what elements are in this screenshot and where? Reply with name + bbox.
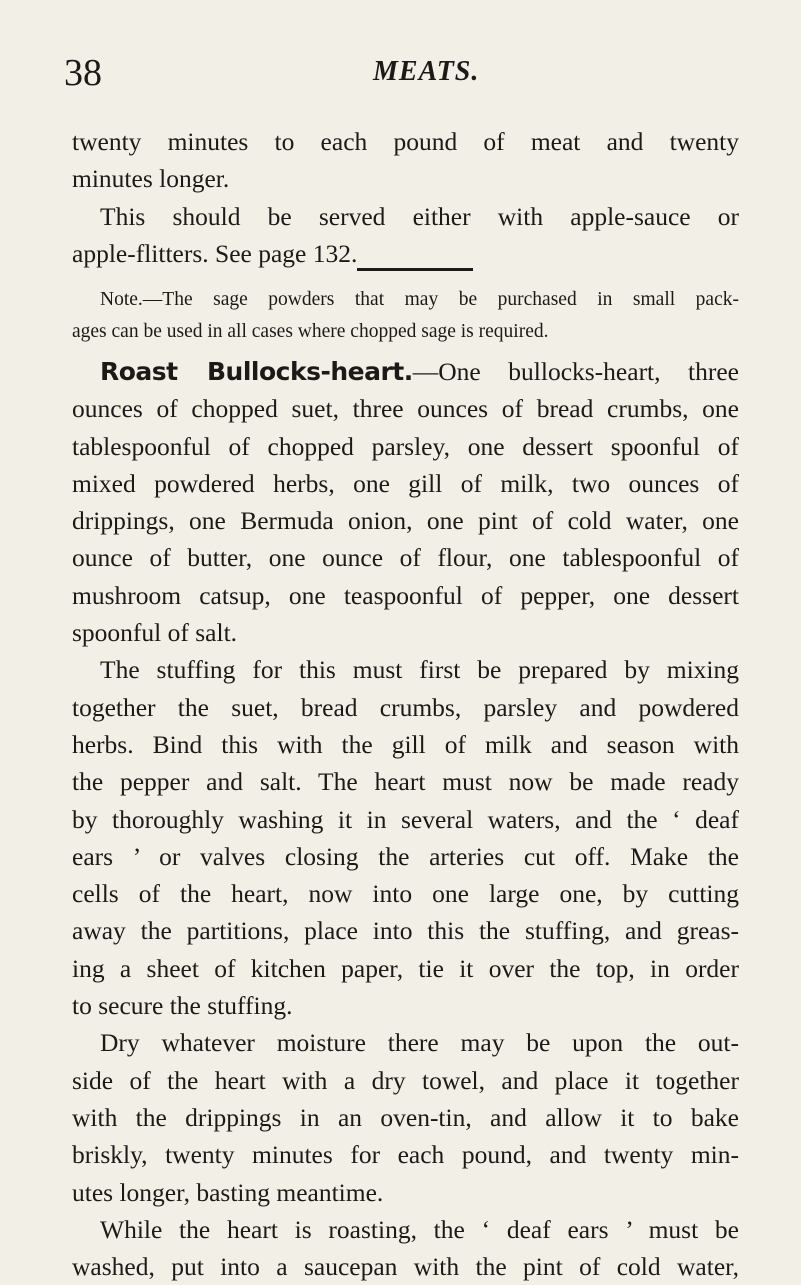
text-line: briskly, twenty minutes for each pound, and twenty min- xyxy=(72,1140,739,1170)
intro-paragraphs xyxy=(72,123,739,272)
text-line: utes longer, basting meantime. xyxy=(72,1177,384,1207)
note-paragraph xyxy=(72,284,739,348)
recipe-first-line xyxy=(72,353,739,390)
text-line: mushroom catsup, one teaspoonful of pepper, one dessert xyxy=(72,580,739,610)
text-line: apple-flitters. See page 132. xyxy=(72,238,358,268)
text-line: the pepper and salt. The heart must now be made ready xyxy=(72,767,739,797)
text-line: ing a sheet of kitchen paper, tie it over the top, in order xyxy=(72,953,739,983)
recipe-title: Roast Bullocks-heart. xyxy=(100,357,413,386)
text-line: minutes longer. xyxy=(72,164,230,194)
text-line: twenty minutes to each pound of meat and twenty xyxy=(72,127,739,156)
text-line: ears ’ or valves closing the arteries cut off. Make the xyxy=(72,841,739,871)
recipe-roast-bullocks-heart xyxy=(72,353,739,1285)
running-head: MEATS. xyxy=(373,56,480,87)
text-line: together the suet, bread crumbs, parsley and powdered xyxy=(72,692,739,722)
text-line: While the heart is roasting, the ‘ deaf ears ’ must be xyxy=(100,1214,739,1244)
recipe-first-line-text: —One bullocks-heart, three xyxy=(412,357,740,386)
text-line: by thoroughly washing it in several waters, and the ‘ deaf xyxy=(72,804,739,834)
text-line: cells of the heart, now into one large one, by cutting xyxy=(72,879,739,909)
text-line: to secure the stuffing. xyxy=(72,991,293,1021)
note-line: ages can be used in all cases where chopped sage is required. xyxy=(72,321,549,342)
page-number: 38 xyxy=(64,52,102,94)
text-line: This should be served either with apple-sauce or xyxy=(100,201,739,231)
section-divider xyxy=(357,268,473,271)
text-line: drippings, one Bermuda onion, one pint of cold water, one xyxy=(72,506,739,536)
text-line: mixed powdered herbs, one gill of milk, two ounces of xyxy=(72,468,739,498)
text-line: spoonful of salt. xyxy=(72,618,238,648)
text-line: ounce of butter, one ounce of flour, one tablespoonful of xyxy=(72,543,739,573)
note-line: Note.—The sage powders that may be purchased in small pack- xyxy=(100,289,739,310)
text-line: away the partitions, place into this the stuffing, and greas- xyxy=(72,916,739,946)
text-line: with the drippings in an oven-tin, and allow it to bake xyxy=(72,1102,739,1132)
page-header xyxy=(0,48,801,98)
text-line: Dry whatever moisture there may be upon the out- xyxy=(100,1028,739,1058)
text-line: The stuffing for this must first be prepared by mixing xyxy=(100,655,739,685)
text-line: side of the heart with a dry towel, and place it together xyxy=(72,1065,739,1095)
text-line: ounces of chopped suet, three ounces of bread crumbs, one xyxy=(72,394,739,424)
text-line: tablespoonful of chopped parsley, one dessert spoonful of xyxy=(72,431,739,461)
text-line: herbs. Bind this with the gill of milk and season with xyxy=(72,729,739,759)
text-line: washed, put into a saucepan with the pint of cold water, xyxy=(72,1252,739,1282)
